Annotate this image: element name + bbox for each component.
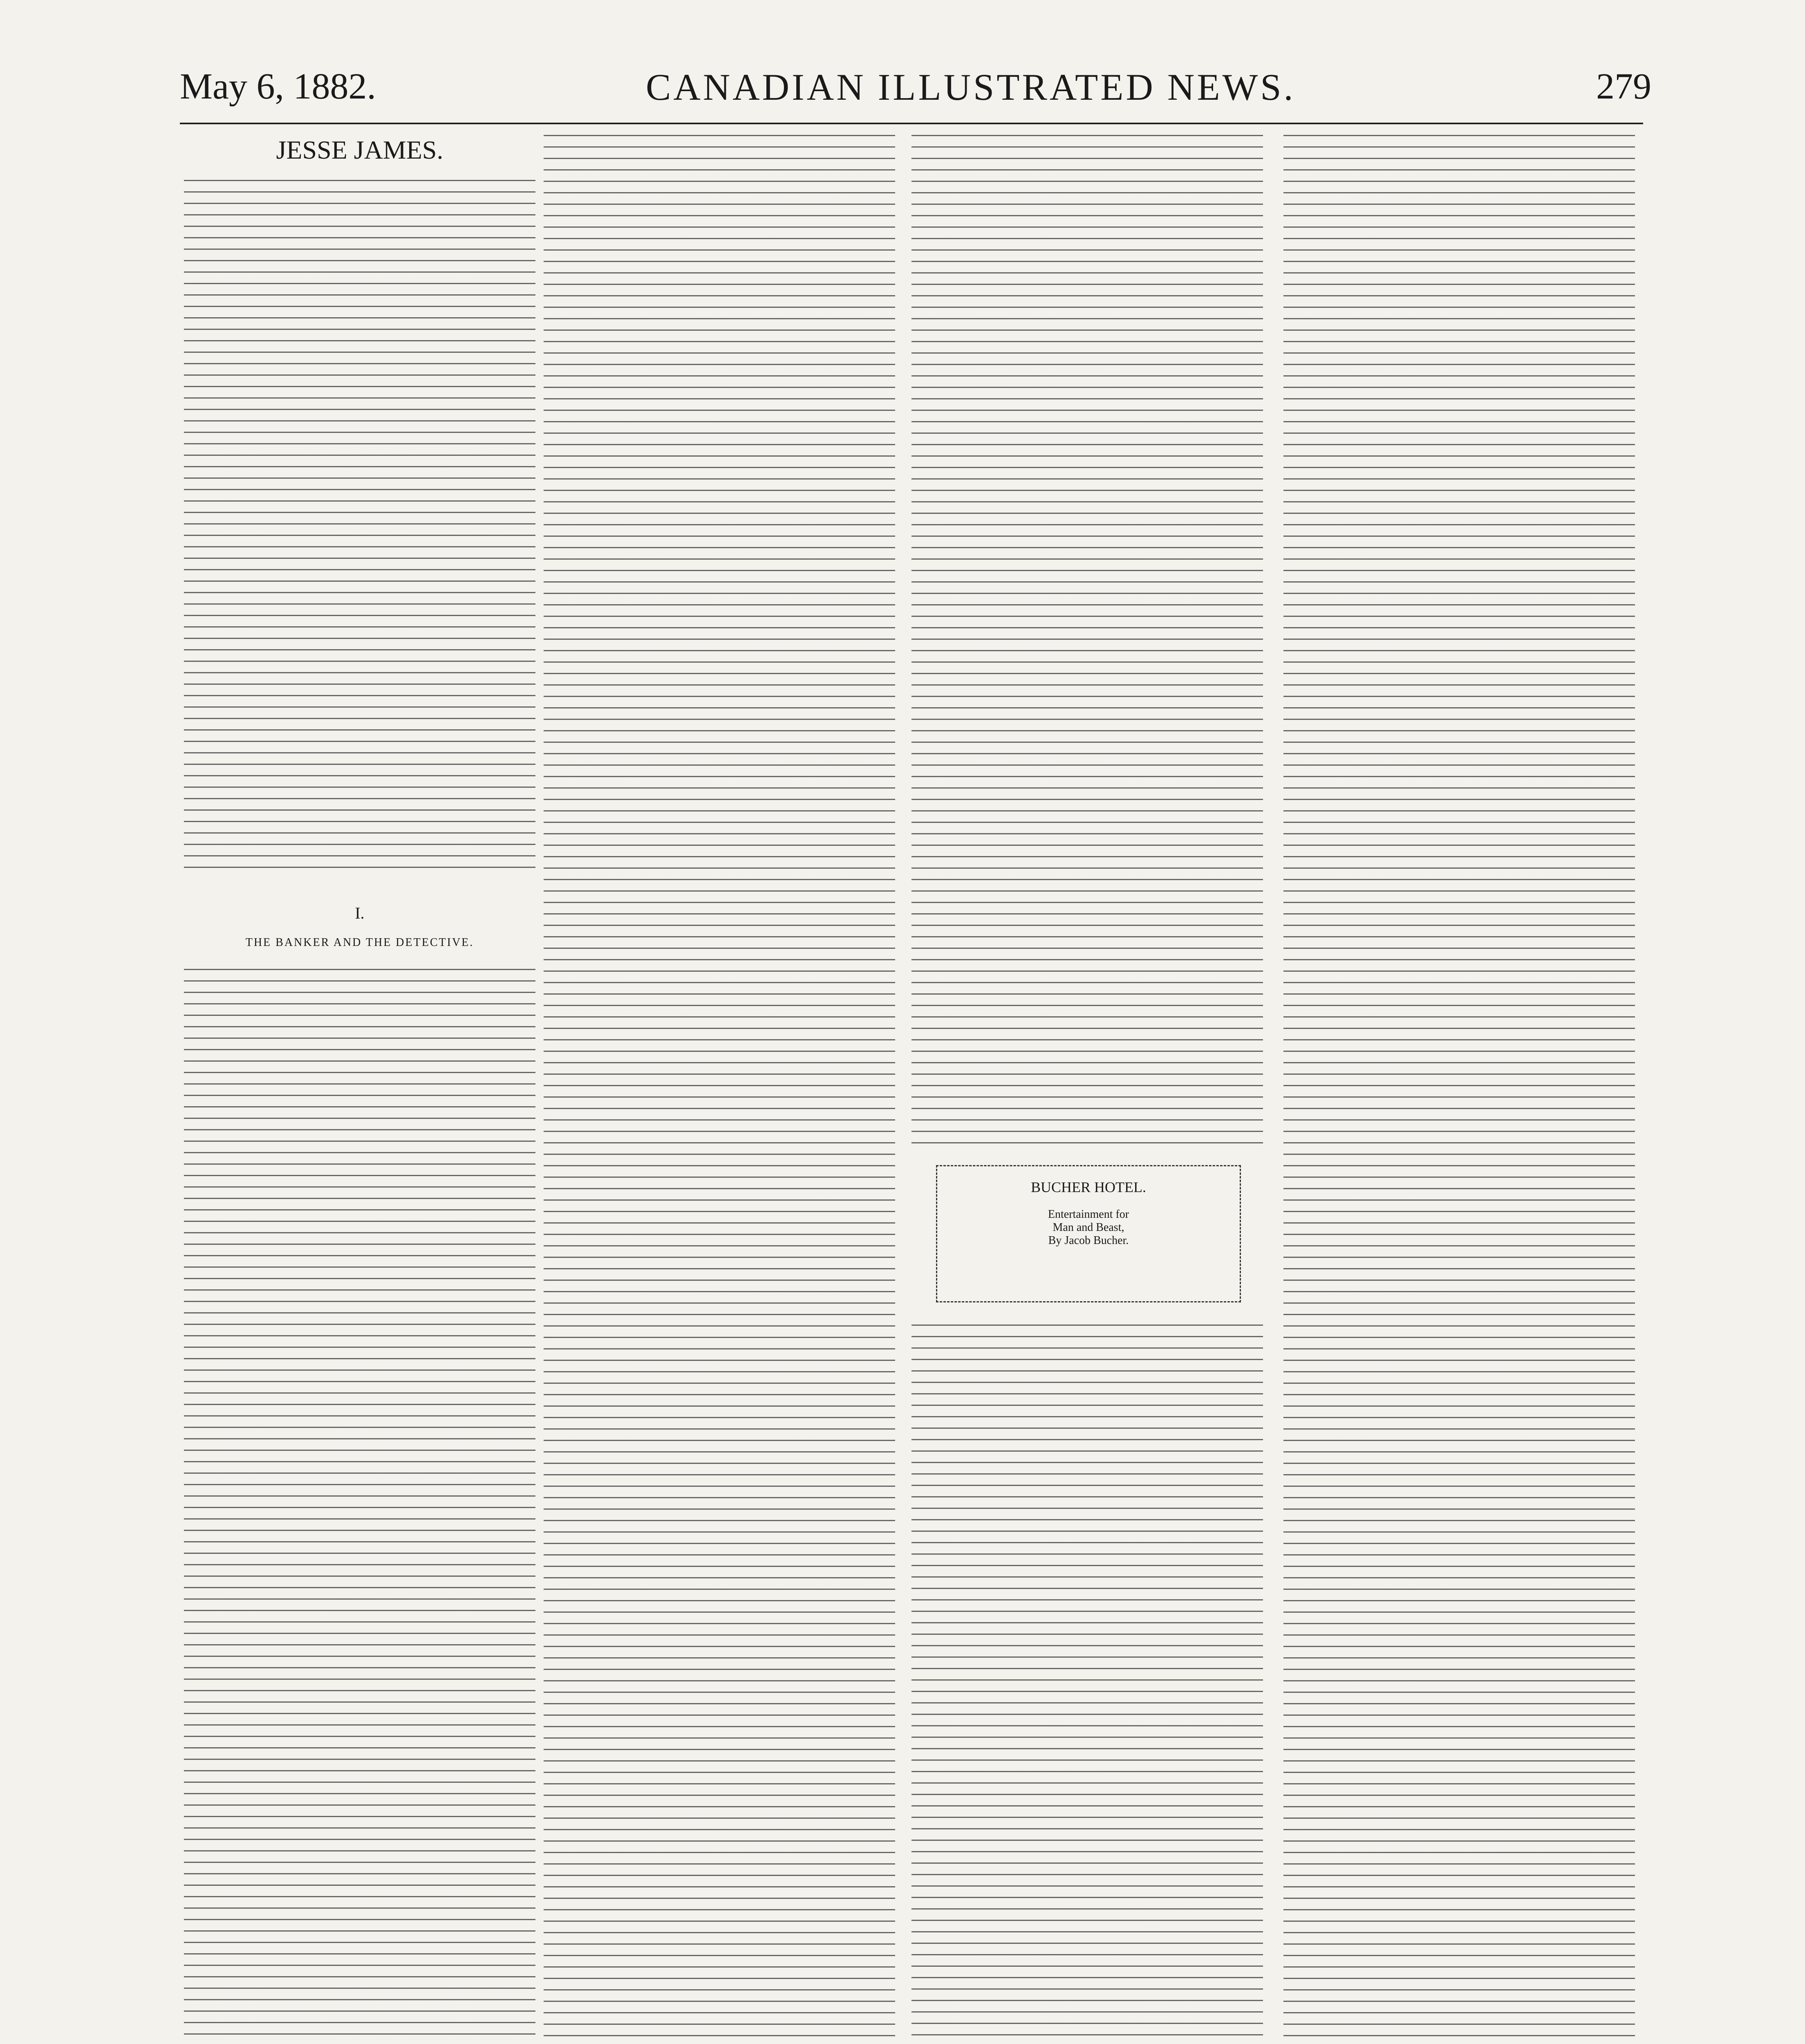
hotel-sign [936,1165,1241,1302]
page-number: 279 [1596,66,1651,107]
hotel-sign-line: By Jacob Bucher. [1048,1234,1129,1247]
article-title: JESSE JAMES. [276,135,443,164]
text-block [911,135,1263,1145]
section-number: I. [355,904,365,922]
masthead-title: CANADIAN ILLUSTRATED NEWS. [646,66,1296,108]
hotel-sign-name: BUCHER HOTEL. [1031,1179,1146,1195]
column-1 [184,135,535,2044]
column-4 [1283,135,1635,2044]
text-block [184,180,535,875]
text-block [911,1325,1263,2044]
hotel-sign-line: Man and Beast, [1053,1221,1124,1234]
hotel-sign-line: Entertainment for [1048,1208,1129,1221]
section-title: THE BANKER AND THE DETECTIVE. [245,936,474,949]
header-rule [180,123,1643,124]
column-3 [911,135,1263,2044]
column-2 [544,135,895,2044]
text-block [544,135,895,2044]
masthead [163,57,1651,114]
masthead-date: May 6, 1882. [180,66,376,107]
text-block [184,969,535,2044]
text-block [1283,135,1635,2044]
